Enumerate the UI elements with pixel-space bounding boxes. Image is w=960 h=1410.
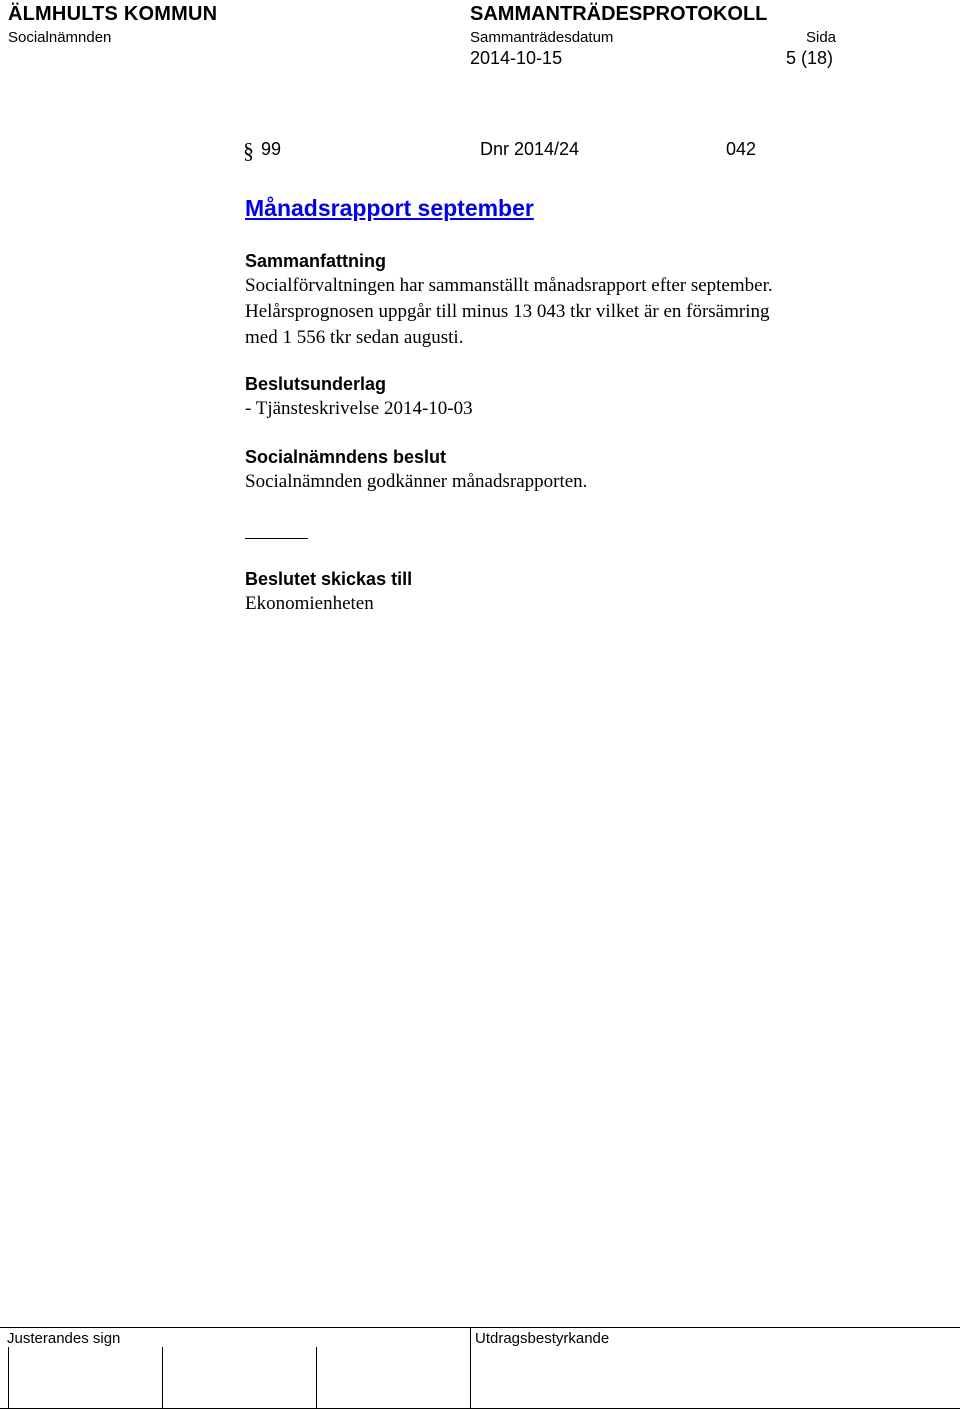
sent-to-heading: Beslutet skickas till	[245, 569, 413, 589]
footer-bottom-line	[0, 1408, 960, 1409]
meeting-date: 2014-10-15	[470, 48, 563, 68]
basis-heading: Beslutsunderlag	[245, 374, 387, 394]
footer-divider	[470, 1327, 471, 1409]
sent-to-recipient: Ekonomienheten	[245, 593, 374, 614]
excerpt-certification-label: Utdragsbestyrkande	[475, 1330, 610, 1347]
paragraph-sign: §	[243, 138, 254, 163]
signature-box-divider	[162, 1347, 163, 1409]
decision-heading: Socialnämndens beslut	[245, 447, 447, 467]
signature-box-divider	[316, 1347, 317, 1409]
summary-line-3: med 1 556 tkr sedan augusti.	[245, 327, 464, 348]
municipality-name: ÄLMHULTS KOMMUN	[8, 3, 218, 25]
meeting-date-label: Sammanträdesdatum	[470, 29, 614, 46]
item-title-link[interactable]: Månadsrapport september	[245, 195, 534, 221]
summary-line-1: Socialförvaltningen har sammanställt månadsrapport efter september.	[245, 275, 773, 296]
diary-number: Dnr 2014/24	[480, 139, 580, 159]
summary-line-2: Helårsprognosen uppgår till minus 13 043 tkr vilket är en försämring	[245, 301, 770, 322]
summary-heading: Sammanfattning	[245, 251, 387, 271]
paragraph-line	[243, 138, 763, 162]
footer-top-line	[0, 1327, 960, 1328]
separator-rule	[245, 538, 308, 539]
basis-item: - Tjänsteskrivelse 2014-10-03	[245, 398, 473, 419]
signature-box-divider	[8, 1347, 9, 1409]
page-label: Sida	[806, 29, 837, 46]
document-type: SAMMANTRÄDESPROTOKOLL	[470, 3, 768, 25]
paragraph-number: 99	[261, 139, 282, 159]
board-name: Socialnämnden	[8, 29, 112, 46]
adjusters-sign-label: Justerandes sign	[7, 1330, 121, 1347]
decision-text: Socialnämnden godkänner månadsrapporten.	[245, 471, 588, 492]
page-number: 5 (18)	[786, 48, 834, 68]
diary-code: 042	[726, 139, 757, 159]
